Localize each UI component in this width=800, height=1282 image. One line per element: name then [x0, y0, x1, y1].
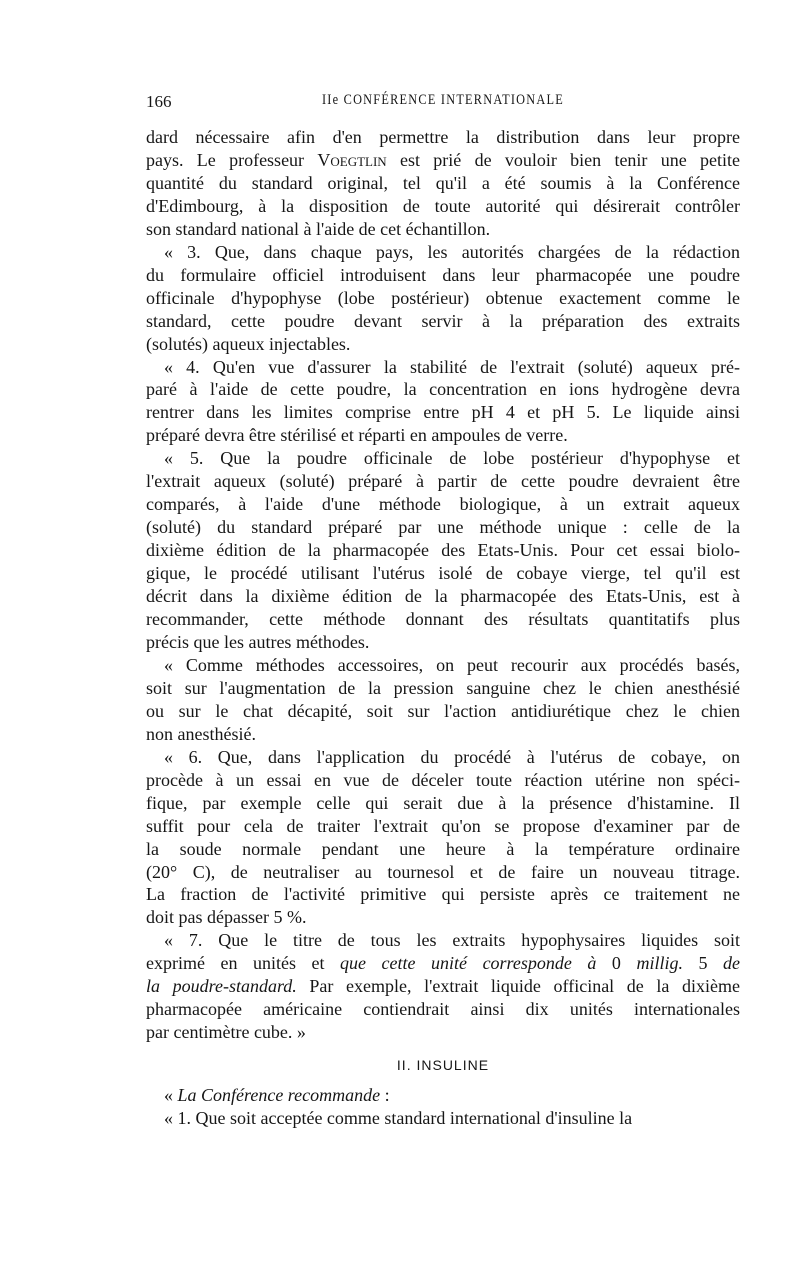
text-line: préparé devra être stérilisé et réparti en ampoules de verre. [146, 425, 568, 446]
text-line: précis que les autres méthodes. [146, 631, 370, 652]
text-line: soit sur l'augmentation de la pression sanguine chez le chien anesthésié [146, 677, 740, 698]
text-line: suffit pour cela de traiter l'extrait qu'on se propose d'examiner par de [146, 815, 740, 836]
italic-text: la poudre-standard. [146, 976, 297, 997]
text-line: (20° C), de neutraliser au tournesol et de faire un nouveau titrage. [146, 861, 740, 882]
body-text [146, 126, 740, 1130]
text-line: fique, par exemple celle qui serait due à la présence d'histamine. Il [146, 792, 740, 813]
italic-text: millig. [636, 953, 683, 974]
text-line: exprimé en unités et que cette unité corresponde à 0 millig. 5 de [146, 953, 741, 974]
text-line: paré à l'aide de cette poudre, la concentration en ions hydrogène devra [146, 379, 740, 400]
text-line: « 5. Que la poudre officinale de lobe postérieur d'hypophyse et [164, 448, 740, 469]
page-number: 166 [146, 92, 172, 111]
text-line: « La Conférence recommande : [164, 1085, 390, 1106]
text-line: ou sur le chat décapité, soit sur l'action antidiurétique chez le chien [146, 700, 740, 721]
text-line: « 4. Qu'en vue d'assurer la stabilité de l'extrait (soluté) aqueux pré- [164, 356, 740, 377]
text-line: pays. Le professeur Voegtlin est prié de vouloir bien tenir une petite [146, 149, 740, 170]
text-line: « 6. Que, dans l'application du procédé à l'utérus de cobaye, on [164, 746, 740, 767]
text-line: décrit dans la dixième édition de la pharmacopée des Etats-Unis, est à [146, 586, 740, 607]
paragraph-accessory-methods [146, 654, 740, 746]
text-line: recommander, cette méthode donnant des résultats quantitatifs plus [146, 609, 740, 630]
text-line: officinale d'hypophyse (lobe postérieur) obtenue exactement comme le [146, 287, 740, 308]
text-line: comparés, à l'aide d'une méthode biologique, à un extrait aqueux [146, 494, 740, 515]
text-line: quantité du standard original, tel qu'il a été soumis à la Conférence [146, 172, 740, 193]
paragraph-edinburgh-standard [146, 126, 740, 241]
text-line: standard, cette poudre devant servir à la préparation des extraits [146, 310, 740, 331]
text-line: la soude normale pendant une heure à la température ordinaire [146, 838, 740, 859]
text-line: procède à un essai en vue de déceler toute réaction utérine non spéci- [146, 769, 740, 790]
text-line: du formulaire officiel introduisent dans leur pharmacopée une poudre [146, 264, 740, 285]
text-line: par centimètre cube. » [146, 1022, 306, 1043]
section-heading-insuline: II. INSULINE [396, 1057, 490, 1074]
text-line: (soluté) du standard préparé par une méthode unique : celle de la [146, 517, 740, 538]
text-line: dard nécessaire afin d'en permettre la distribution dans leur propre [146, 127, 740, 147]
text-line: non anesthésié. [146, 723, 256, 744]
italic-text: que cette unité corresponde à [340, 953, 597, 974]
running-title: IIe CONFÉRENCE INTERNATIONALE [321, 92, 565, 108]
text-line: son standard national à l'aide de cet échantillon. [146, 218, 491, 239]
text-line: doit pas dépasser 5 %. [146, 907, 307, 928]
paragraph-recommendation-3 [146, 241, 740, 356]
text-line: pharmacopée américaine contiendrait ainsi dix unités internationales [146, 999, 740, 1020]
text-line: La fraction de l'activité primitive qui persiste après ce traitement ne [146, 884, 740, 905]
paragraph-recommendation-6 [146, 746, 740, 930]
text-line: « 1. Que soit acceptée comme standard international d'insuline la [164, 1108, 633, 1129]
text-line: gique, le procédé utilisant l'utérus isolé de cobaye vierge, tel qu'il est [146, 563, 740, 584]
text-line: dixième édition de la pharmacopée des Etats-Unis. Pour cet essai biolo- [146, 540, 740, 561]
text-line: « 3. Que, dans chaque pays, les autorités chargées de la rédaction [164, 241, 740, 262]
text-line: « 7. Que le titre de tous les extraits hypophysaires liquides soit [164, 930, 740, 951]
italic-text: La Conférence recommande [177, 1085, 381, 1106]
text-line: l'extrait aqueux (soluté) préparé à partir de cette poudre devraient être [146, 471, 740, 492]
text-line: (solutés) aqueux injectables. [146, 333, 351, 354]
italic-text: de [723, 953, 741, 974]
text-line: « Comme méthodes accessoires, on peut recourir aux procédés basés, [164, 654, 740, 675]
page-header [146, 92, 740, 116]
paragraph-recommendation-4 [146, 356, 740, 448]
small-caps-name: Voegtlin [317, 149, 387, 170]
paragraph-insuline-recommendation [146, 1084, 740, 1130]
text-line: rentrer dans les limites comprise entre pH 4 et pH 5. Le liquide ainsi [146, 402, 740, 423]
text-line: la poudre-standard. Par exemple, l'extrait liquide officinal de la dixième [146, 976, 740, 997]
text-line: d'Edimbourg, à la disposition de toute autorité qui désirerait contrôler [146, 195, 740, 216]
paragraph-recommendation-5 [146, 447, 740, 654]
paragraph-recommendation-7 [146, 929, 740, 1044]
